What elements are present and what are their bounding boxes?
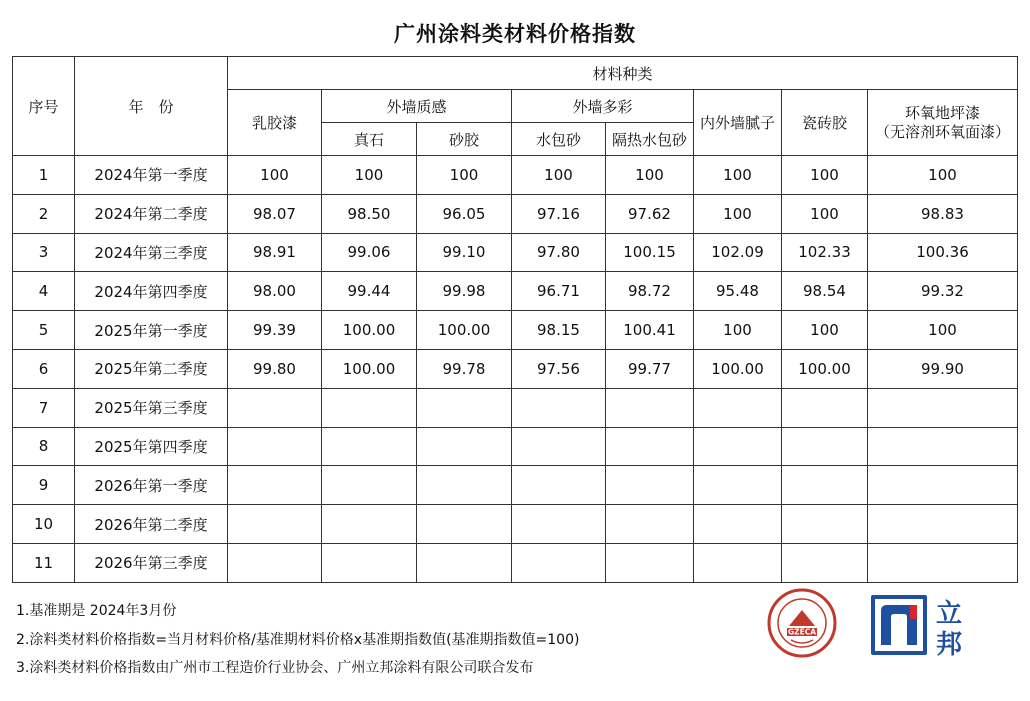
cell-value: 100.00 — [322, 311, 417, 350]
cell-value: 99.98 — [417, 272, 512, 311]
cell-value: 100 — [868, 311, 1018, 350]
cell-value: 100 — [782, 194, 868, 233]
cell-value: 100 — [694, 156, 782, 195]
cell-value — [606, 543, 694, 582]
logo-text-top: 立 — [935, 599, 963, 629]
cell-value: 98.54 — [782, 272, 868, 311]
cell-value: 100 — [694, 311, 782, 350]
cell-value: 99.78 — [417, 349, 512, 388]
cell-value: 100.00 — [782, 349, 868, 388]
table-row — [13, 505, 1018, 544]
header-tile-glue: 瓷砖胶 — [782, 90, 868, 156]
cell-value — [417, 466, 512, 505]
cell-seq: 9 — [13, 466, 75, 505]
footnote: 2.涂料类材料价格指数=当月材料价格/基准期材料价格x基准期指数值(基准期指数值=100) — [16, 631, 580, 648]
cell-value — [868, 388, 1018, 427]
cell-value: 95.48 — [694, 272, 782, 311]
cell-period: 2025年第四季度 — [75, 427, 228, 466]
cell-value — [417, 543, 512, 582]
cell-value — [512, 543, 606, 582]
header-epoxy-line1: 环氧地坪漆 — [904, 103, 980, 122]
cell-value — [606, 388, 694, 427]
cell-period: 2025年第一季度 — [75, 311, 228, 350]
cell-value: 99.39 — [228, 311, 322, 350]
svg-text:GZECA: GZECA — [787, 627, 817, 637]
cell-value — [512, 388, 606, 427]
cell-seq: 7 — [13, 388, 75, 427]
gzeca-seal-logo — [767, 588, 837, 658]
cell-seq: 6 — [13, 349, 75, 388]
cell-value: 97.80 — [512, 233, 606, 272]
cell-value — [512, 427, 606, 466]
header-exterior-multicolor: 外墙多彩 — [512, 90, 694, 123]
cell-value: 99.80 — [228, 349, 322, 388]
cell-seq: 2 — [13, 194, 75, 233]
table-row — [13, 156, 1018, 195]
cell-value: 100.00 — [322, 349, 417, 388]
cell-value — [694, 388, 782, 427]
cell-value — [417, 427, 512, 466]
cell-value: 99.77 — [606, 349, 694, 388]
cell-value: 98.00 — [228, 272, 322, 311]
cell-value: 99.90 — [868, 349, 1018, 388]
cell-value: 97.62 — [606, 194, 694, 233]
cell-value: 98.72 — [606, 272, 694, 311]
cell-seq: 4 — [13, 272, 75, 311]
cell-value: 98.15 — [512, 311, 606, 350]
price-index-table — [12, 56, 1018, 583]
header-sand-glue: 砂胶 — [417, 123, 512, 156]
cell-seq: 11 — [13, 543, 75, 582]
cell-period: 2024年第一季度 — [75, 156, 228, 195]
cell-period: 2026年第一季度 — [75, 466, 228, 505]
cell-value — [606, 505, 694, 544]
cell-value — [606, 466, 694, 505]
cell-value: 100 — [322, 156, 417, 195]
cell-value: 100.00 — [417, 311, 512, 350]
cell-value — [694, 466, 782, 505]
cell-value: 100.00 — [694, 349, 782, 388]
header-latex: 乳胶漆 — [228, 90, 322, 156]
logo-text-bottom: 邦 — [935, 630, 963, 657]
cell-value — [322, 388, 417, 427]
cell-value — [782, 543, 868, 582]
cell-value: 100 — [512, 156, 606, 195]
table-row — [13, 233, 1018, 272]
cell-value: 100 — [782, 311, 868, 350]
cell-value: 100 — [694, 194, 782, 233]
cell-period: 2024年第三季度 — [75, 233, 228, 272]
cell-value: 102.09 — [694, 233, 782, 272]
header-category: 材料种类 — [228, 57, 1018, 90]
cell-value: 98.50 — [322, 194, 417, 233]
table-row — [13, 349, 1018, 388]
cell-value — [782, 505, 868, 544]
footnote: 1.基准期是 2024年3月份 — [16, 603, 177, 619]
footnotes — [16, 597, 579, 683]
cell-period: 2026年第三季度 — [75, 543, 228, 582]
footnote: 3.涂料类材料价格指数由广州市工程造价行业协会、广州立邦涂料有限公司联合发布 — [16, 660, 534, 676]
cell-value — [512, 466, 606, 505]
cell-value — [868, 466, 1018, 505]
cell-value — [694, 505, 782, 544]
cell-value — [606, 427, 694, 466]
cell-value — [512, 505, 606, 544]
cell-value — [694, 543, 782, 582]
nippon-logo — [869, 593, 969, 657]
header-insulation-water-in-sand: 隔热水包砂 — [606, 123, 694, 156]
cell-value — [417, 505, 512, 544]
table-row — [13, 311, 1018, 350]
cell-value: 100 — [228, 156, 322, 195]
cell-value: 99.06 — [322, 233, 417, 272]
header-real-stone: 真石 — [322, 123, 417, 156]
header-seq: 序号 — [13, 57, 75, 156]
cell-value — [322, 427, 417, 466]
cell-value: 100 — [417, 156, 512, 195]
cell-value: 99.32 — [868, 272, 1018, 311]
cell-value: 100.41 — [606, 311, 694, 350]
cell-value — [868, 543, 1018, 582]
cell-value — [228, 427, 322, 466]
cell-period: 2024年第四季度 — [75, 272, 228, 311]
header-period: 年 份 — [75, 57, 228, 156]
cell-value — [228, 466, 322, 505]
cell-value: 97.16 — [512, 194, 606, 233]
table-row — [13, 466, 1018, 505]
cell-value — [868, 505, 1018, 544]
cell-value — [868, 427, 1018, 466]
cell-value: 100 — [606, 156, 694, 195]
cell-value — [228, 388, 322, 427]
cell-seq: 10 — [13, 505, 75, 544]
cell-seq: 3 — [13, 233, 75, 272]
table-row — [13, 543, 1018, 582]
cell-value — [228, 505, 322, 544]
cell-value — [782, 427, 868, 466]
table-row — [13, 272, 1018, 311]
page-title: 广州涂料类材料价格指数 — [394, 22, 636, 46]
cell-value: 98.83 — [868, 194, 1018, 233]
cell-period: 2025年第二季度 — [75, 349, 228, 388]
cell-value: 100 — [782, 156, 868, 195]
cell-value — [417, 388, 512, 427]
cell-value: 99.10 — [417, 233, 512, 272]
cell-period: 2025年第三季度 — [75, 388, 228, 427]
cell-value — [228, 543, 322, 582]
cell-value: 96.71 — [512, 272, 606, 311]
cell-value — [782, 388, 868, 427]
cell-value: 100.15 — [606, 233, 694, 272]
table-row — [13, 427, 1018, 466]
cell-value: 96.05 — [417, 194, 512, 233]
cell-value: 98.07 — [228, 194, 322, 233]
cell-value: 98.91 — [228, 233, 322, 272]
cell-seq: 1 — [13, 156, 75, 195]
header-epoxy — [868, 90, 1018, 156]
cell-value: 99.44 — [322, 272, 417, 311]
cell-period: 2026年第二季度 — [75, 505, 228, 544]
table-row — [13, 388, 1018, 427]
cell-seq: 8 — [13, 427, 75, 466]
header-exterior-texture: 外墙质感 — [322, 90, 512, 123]
cell-value — [322, 543, 417, 582]
cell-value: 100 — [868, 156, 1018, 195]
cell-value — [322, 505, 417, 544]
cell-value: 100.36 — [868, 233, 1018, 272]
cell-value — [694, 427, 782, 466]
header-putty: 内外墙腻子 — [694, 90, 782, 156]
cell-value: 97.56 — [512, 349, 606, 388]
header-water-in-sand: 水包砂 — [512, 123, 606, 156]
cell-period: 2024年第二季度 — [75, 194, 228, 233]
cell-value: 102.33 — [782, 233, 868, 272]
cell-value — [322, 466, 417, 505]
cell-seq: 5 — [13, 311, 75, 350]
header-epoxy-line2: （无溶剂环氧面漆） — [874, 122, 1010, 141]
cell-value — [782, 466, 868, 505]
table-row — [13, 194, 1018, 233]
